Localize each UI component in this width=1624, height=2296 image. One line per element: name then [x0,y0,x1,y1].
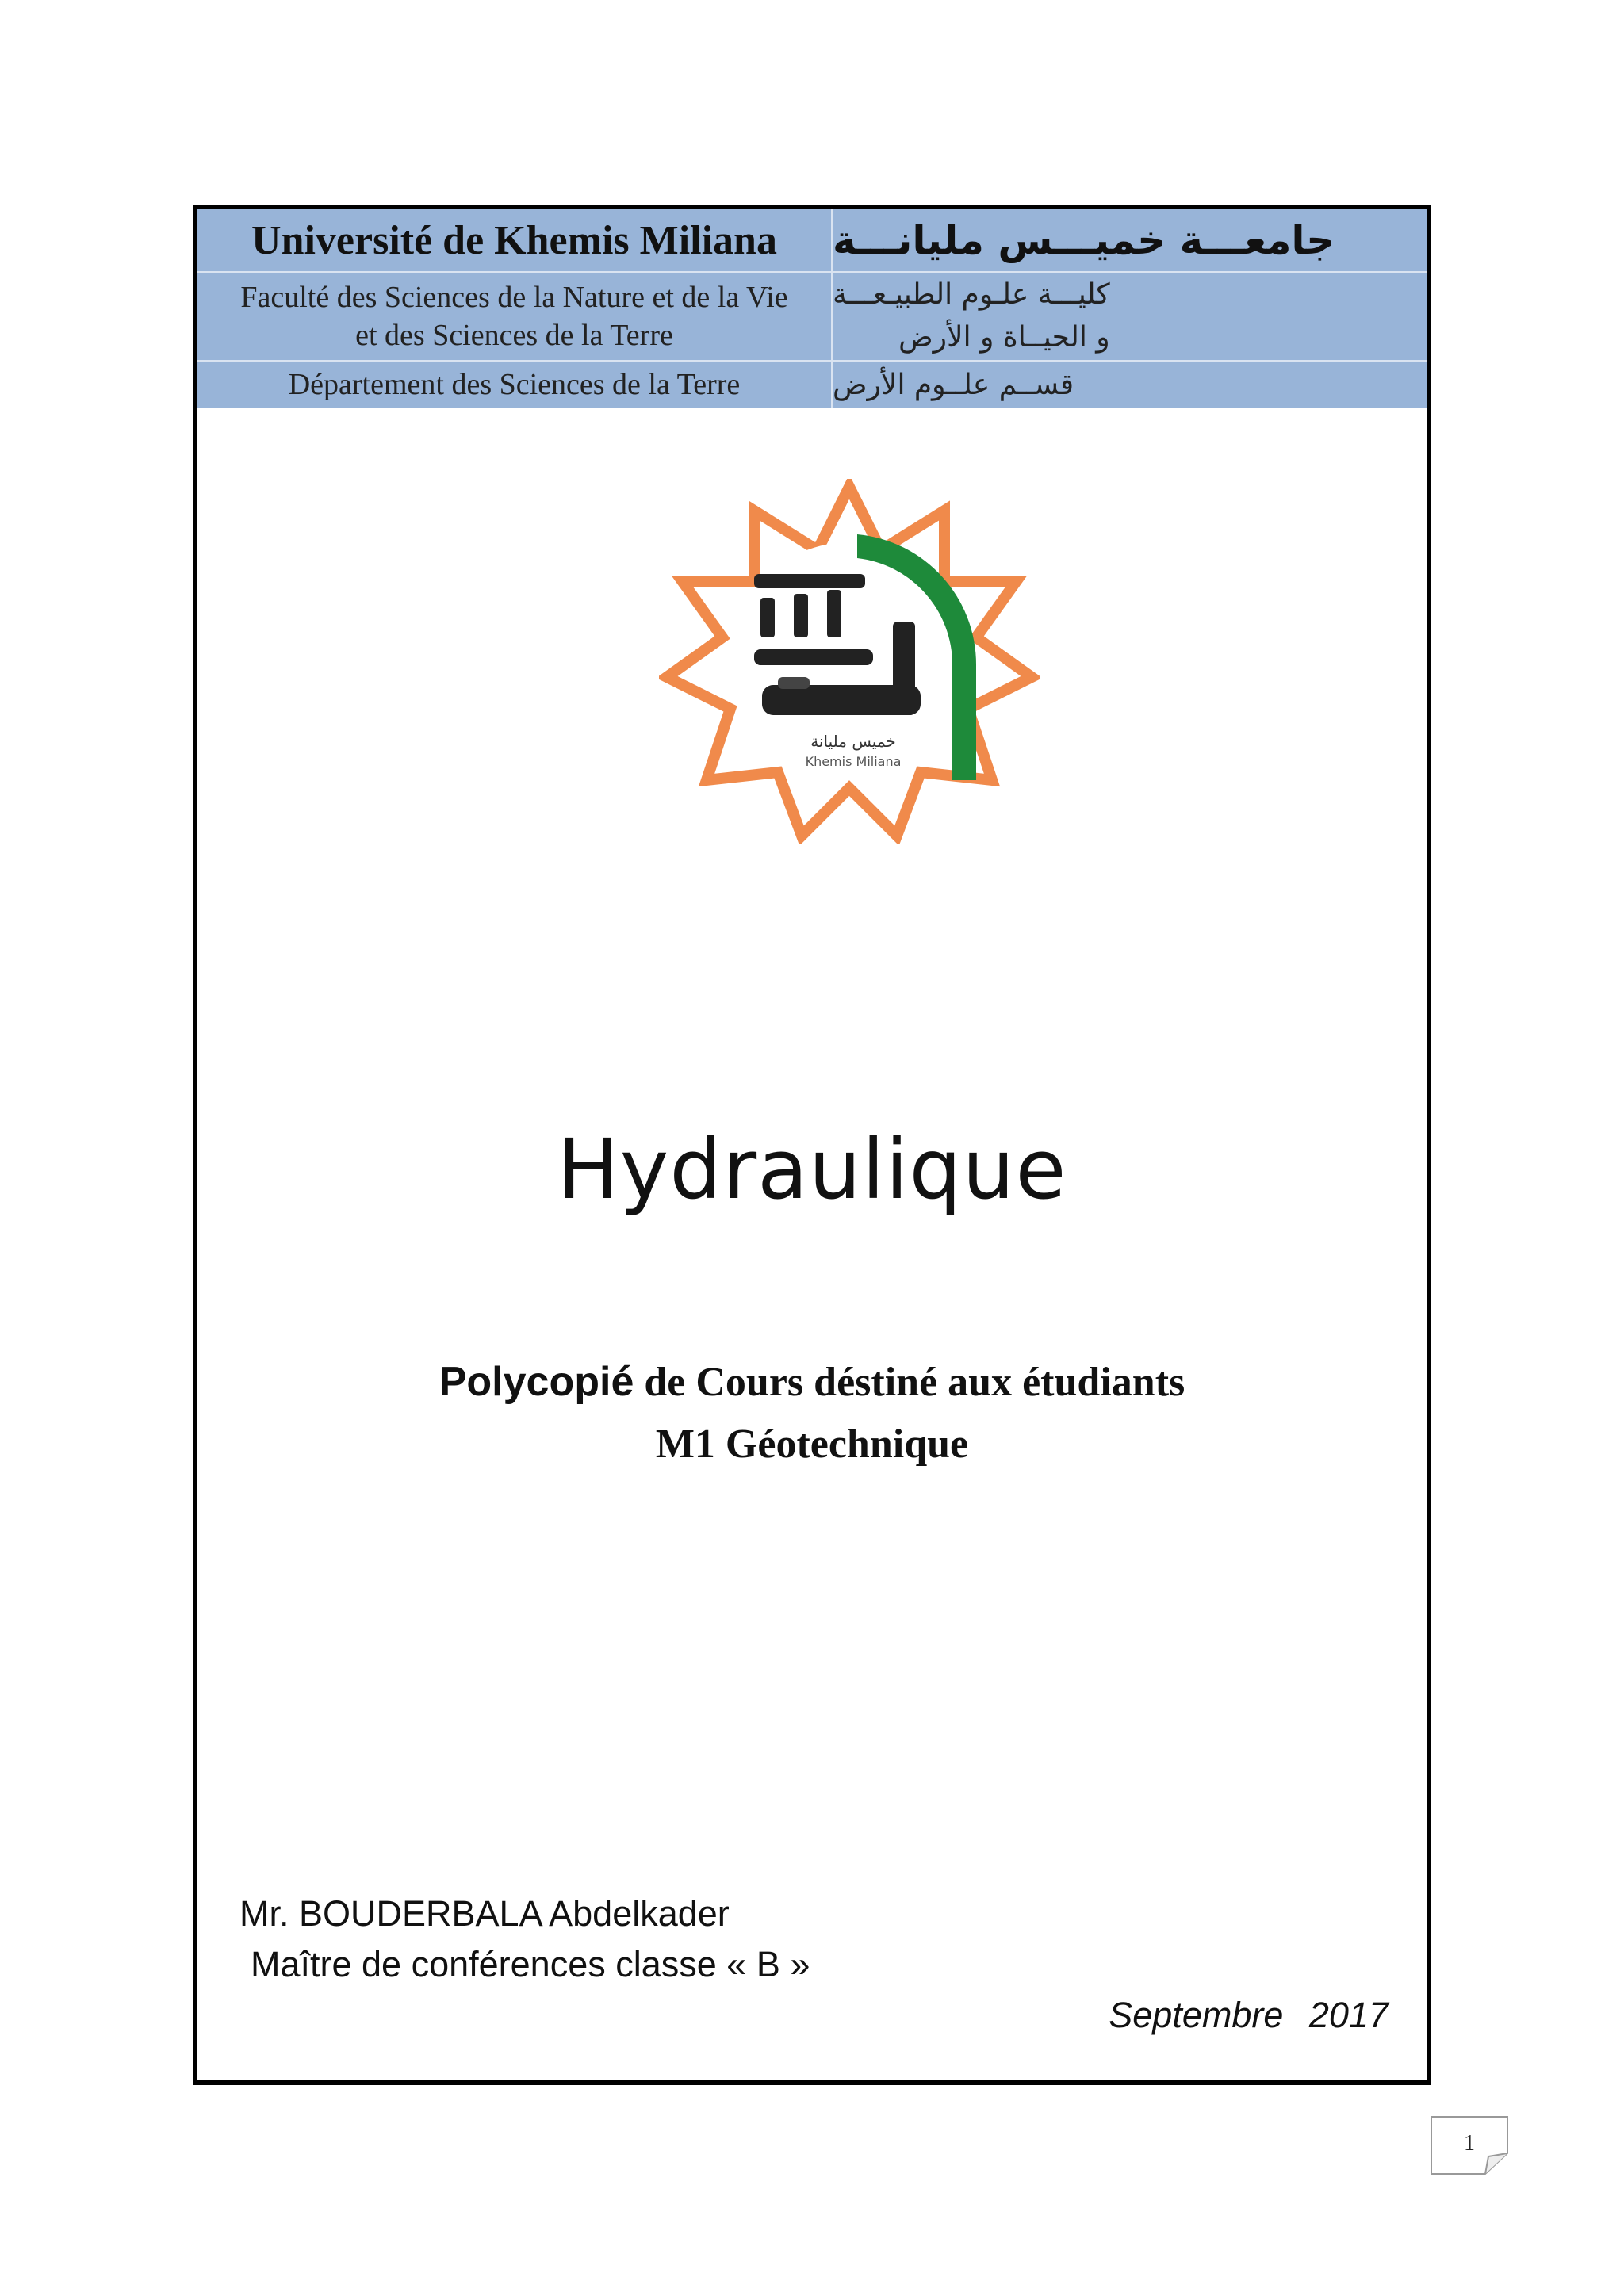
department-ar: قســم علــوم الأرض [833,368,1074,401]
cover-frame [193,205,1431,2085]
university-name-ar: جامعـــة خميـــس مليانـــة [833,217,1335,263]
subtitle-part2: de Cours déstiné aux étudiants [634,1360,1185,1405]
author-name: Mr. BOUDERBALA Abdelkader [239,1893,730,1934]
university-name-ar-cell [833,209,1427,273]
logo-caption-ar: خميس مليانة [810,732,896,751]
publication-date: Septembre 2017 [1109,1995,1388,2035]
department-ar-cell [833,362,1427,408]
university-name-fr: Université de Khemis Miliana [251,217,777,263]
faculty-fr-line2: et des Sciences de la Terre [355,319,673,352]
faculty-fr-line1: Faculté des Sciences de la Nature et de la Vie [240,281,788,314]
institution-header [197,209,1427,408]
university-name-fr-cell [197,209,833,273]
faculty-ar-cell [833,273,1427,362]
author-rank: Maître de conférences classe « B » [251,1944,810,1984]
document-subtitle [197,1351,1427,1475]
faculty-ar-line2: و الحيــاة و الأرض [898,321,1110,354]
department-fr: Département des Sciences de la Terre [288,368,741,401]
logo-caption-fr: Khemis Miliana [805,754,902,769]
university-logo [659,479,1040,844]
page-number: 1 [1464,2131,1475,2156]
logo-caption [806,732,902,769]
author-block [239,1888,810,1990]
faculty-ar-line1: كليـــة علـوم الطبيـعـــة [833,278,1110,311]
subtitle-part1: Polycopié [439,1359,634,1405]
page-number-badge [1430,2115,1509,2175]
document-title: Hydraulique [557,1121,1067,1218]
faculty-fr-cell [197,273,833,362]
department-fr-cell [197,362,833,408]
subtitle-line2: M1 Géotechnique [655,1422,969,1467]
